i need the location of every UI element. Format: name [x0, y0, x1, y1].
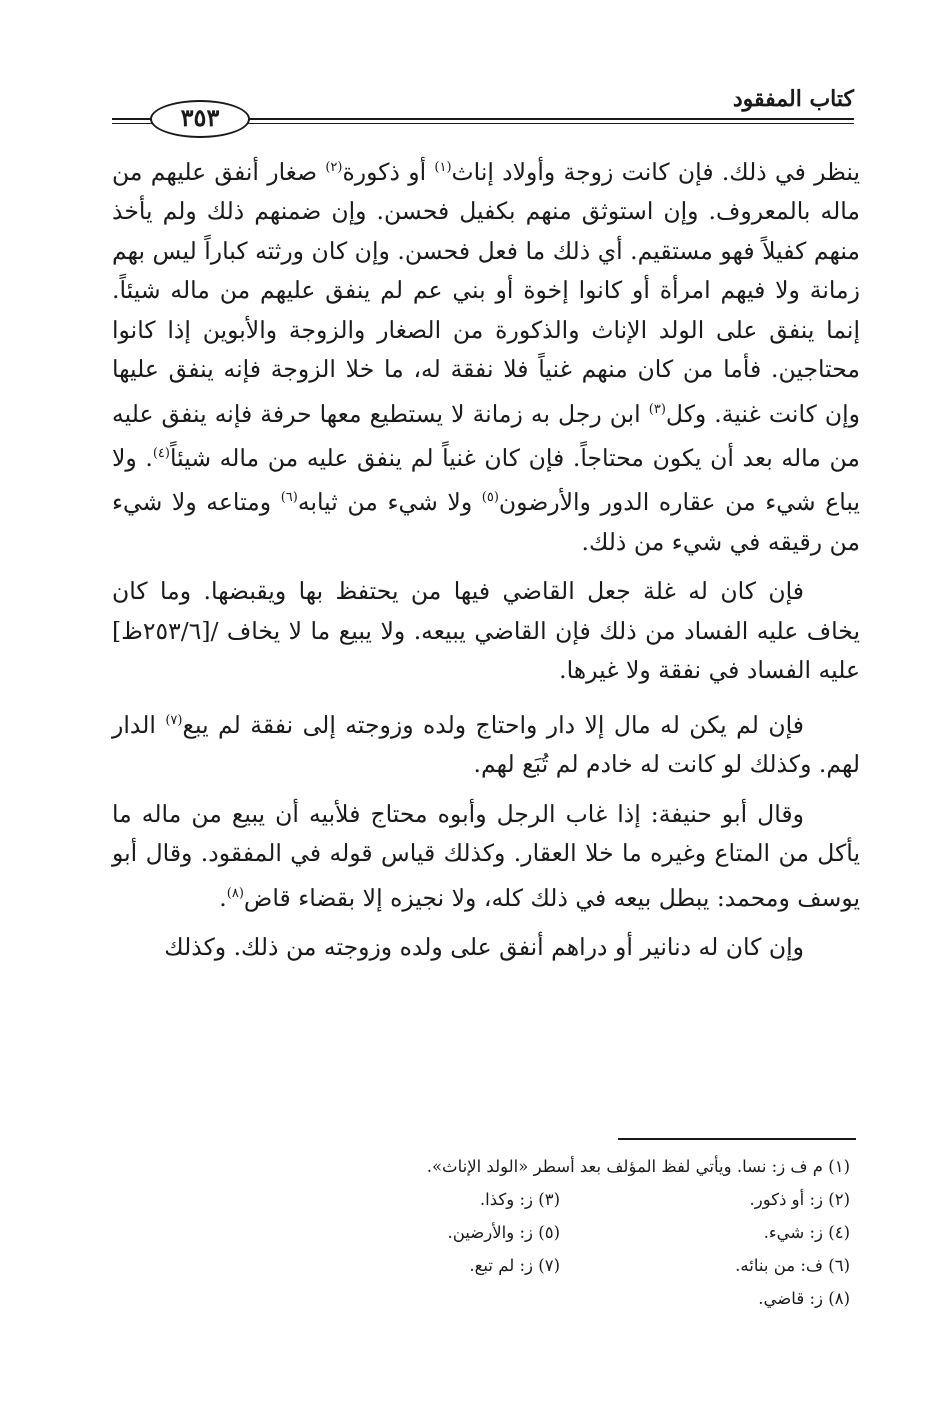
main-text [112, 148, 860, 977]
paragraph-1: ينظر في ذلك. فإن كانت زوجة وأولاد إناث$^{(١)}$ أو ذكورة$^{(٢)}$ صغار أنفق عليهم من ماله بالمعروف. وإن استوثق منهم بكفيل فحسن. وإن ضمنهم ذلك ولم يأخذ منهم كفيلاً فهو مستقيم. أي ذلك ما فعل فحسن. وإن كان ورثته كباراً ليس بهم زمانة ولا فيهم امرأة أو كانوا إخوة أو بني عم لم ينفق عليهم من ماله شيئاً. إنما ينفق على الولد الإناث والذكورة من الصغار والزوجة والأبوين إذا كانوا محتاجين. فأما من كان منهم غنياً فلا نفقة له، ما خلا الزوجة فإنه ينفق عليها وإن كانت غنية. وكل$^{(٣)}$ ابن رجل به زمانة لا يستطيع معها حرفة فإنه ينفق عليه من ماله بعد أن يكون محتاجاً. فإن كان غنياً لم ينفق عليه من ماله شيئاً$^{(٤)}$. ولا يباع شيء من عقاره الدور والأرضون$^{(٥)}$ ولا شيء من ثيابه$^{(٦)}$ ومتاعه ولا شيء من رقيقه في شيء من ذلك. [112, 157, 861, 556]
footnote-ref-4: (٤) [152, 446, 170, 462]
paragraph-4: وقال أبو حنيفة: إذا غاب الرجل وأبوه محتاج فلأبيه أن يبيع من ماله ما يأكل من المتاع وغيره ما خلا العقار. وكذلك قياس قوله في المفقود. وقال أبو يوسف ومحمد: يبطل بيعه في ذلك كله، ولا نجيزه إلا بقضاء قاض$^{(٨)}$. [112, 799, 860, 912]
footnote-ref-8: (٨) [226, 885, 244, 901]
footnote-ref-6: (٦) [280, 490, 298, 506]
footnote-2: (٢) ز: أو ذكور. [749, 1190, 850, 1209]
footnote-separator [618, 1138, 856, 1140]
page-number: ٣٥٣ [150, 100, 250, 138]
footnote-ref-2: (٢) [325, 160, 343, 175]
footnote-ref-7: (٧) [165, 712, 183, 728]
footnote-8: (٨) ز: قاضي. [758, 1289, 850, 1308]
footnote-6: (٦) ف: من بنائه. [735, 1256, 850, 1275]
footnote-5: (٥) ز: والأرضين. [447, 1223, 560, 1242]
footnote-7: (٧) ز: لم تبع. [469, 1256, 560, 1275]
footnote-4: (٤) ز: شيء. [763, 1223, 850, 1242]
footnote-ref-5: (٥) [481, 490, 499, 506]
page-header [112, 82, 854, 132]
paragraph-3: فإن لم يكن له مال إلا دار واحتاج ولده وزوجته إلى نفقة لم يبع$^{(٧)}$ الدار لهم. وكذلك لو كانت له خادم لم تُبَع لهم. [112, 710, 860, 779]
footnote-ref-1: (١) [434, 160, 452, 175]
footnote-1: (١) م ف ز: نسا. ويأتي لفظ المؤلف بعد أسطر «الولد الإناث». [426, 1157, 850, 1176]
footnote-ref-3: (٣) [648, 401, 666, 417]
footnote-3: (٣) ز: وكذا. [479, 1190, 560, 1209]
footnotes [270, 1150, 850, 1315]
paragraph-5: وإن كان له دنانير أو دراهم أنفق على ولده وزوجته من ذلك. وكذلك [164, 932, 804, 961]
paragraph-2: فإن كان له غلة جعل القاضي فيها من يحتفظ بها ويقبضها. وما كان يخاف عليه الفساد من ذلك فإن القاضي يبيعه. ولا يبيع ما لا يخاف /[٢٥٣/٦ظ] عليه الفساد في نفقة ولا غيرها. [112, 577, 860, 685]
running-title: كتاب المفقود [732, 86, 854, 112]
